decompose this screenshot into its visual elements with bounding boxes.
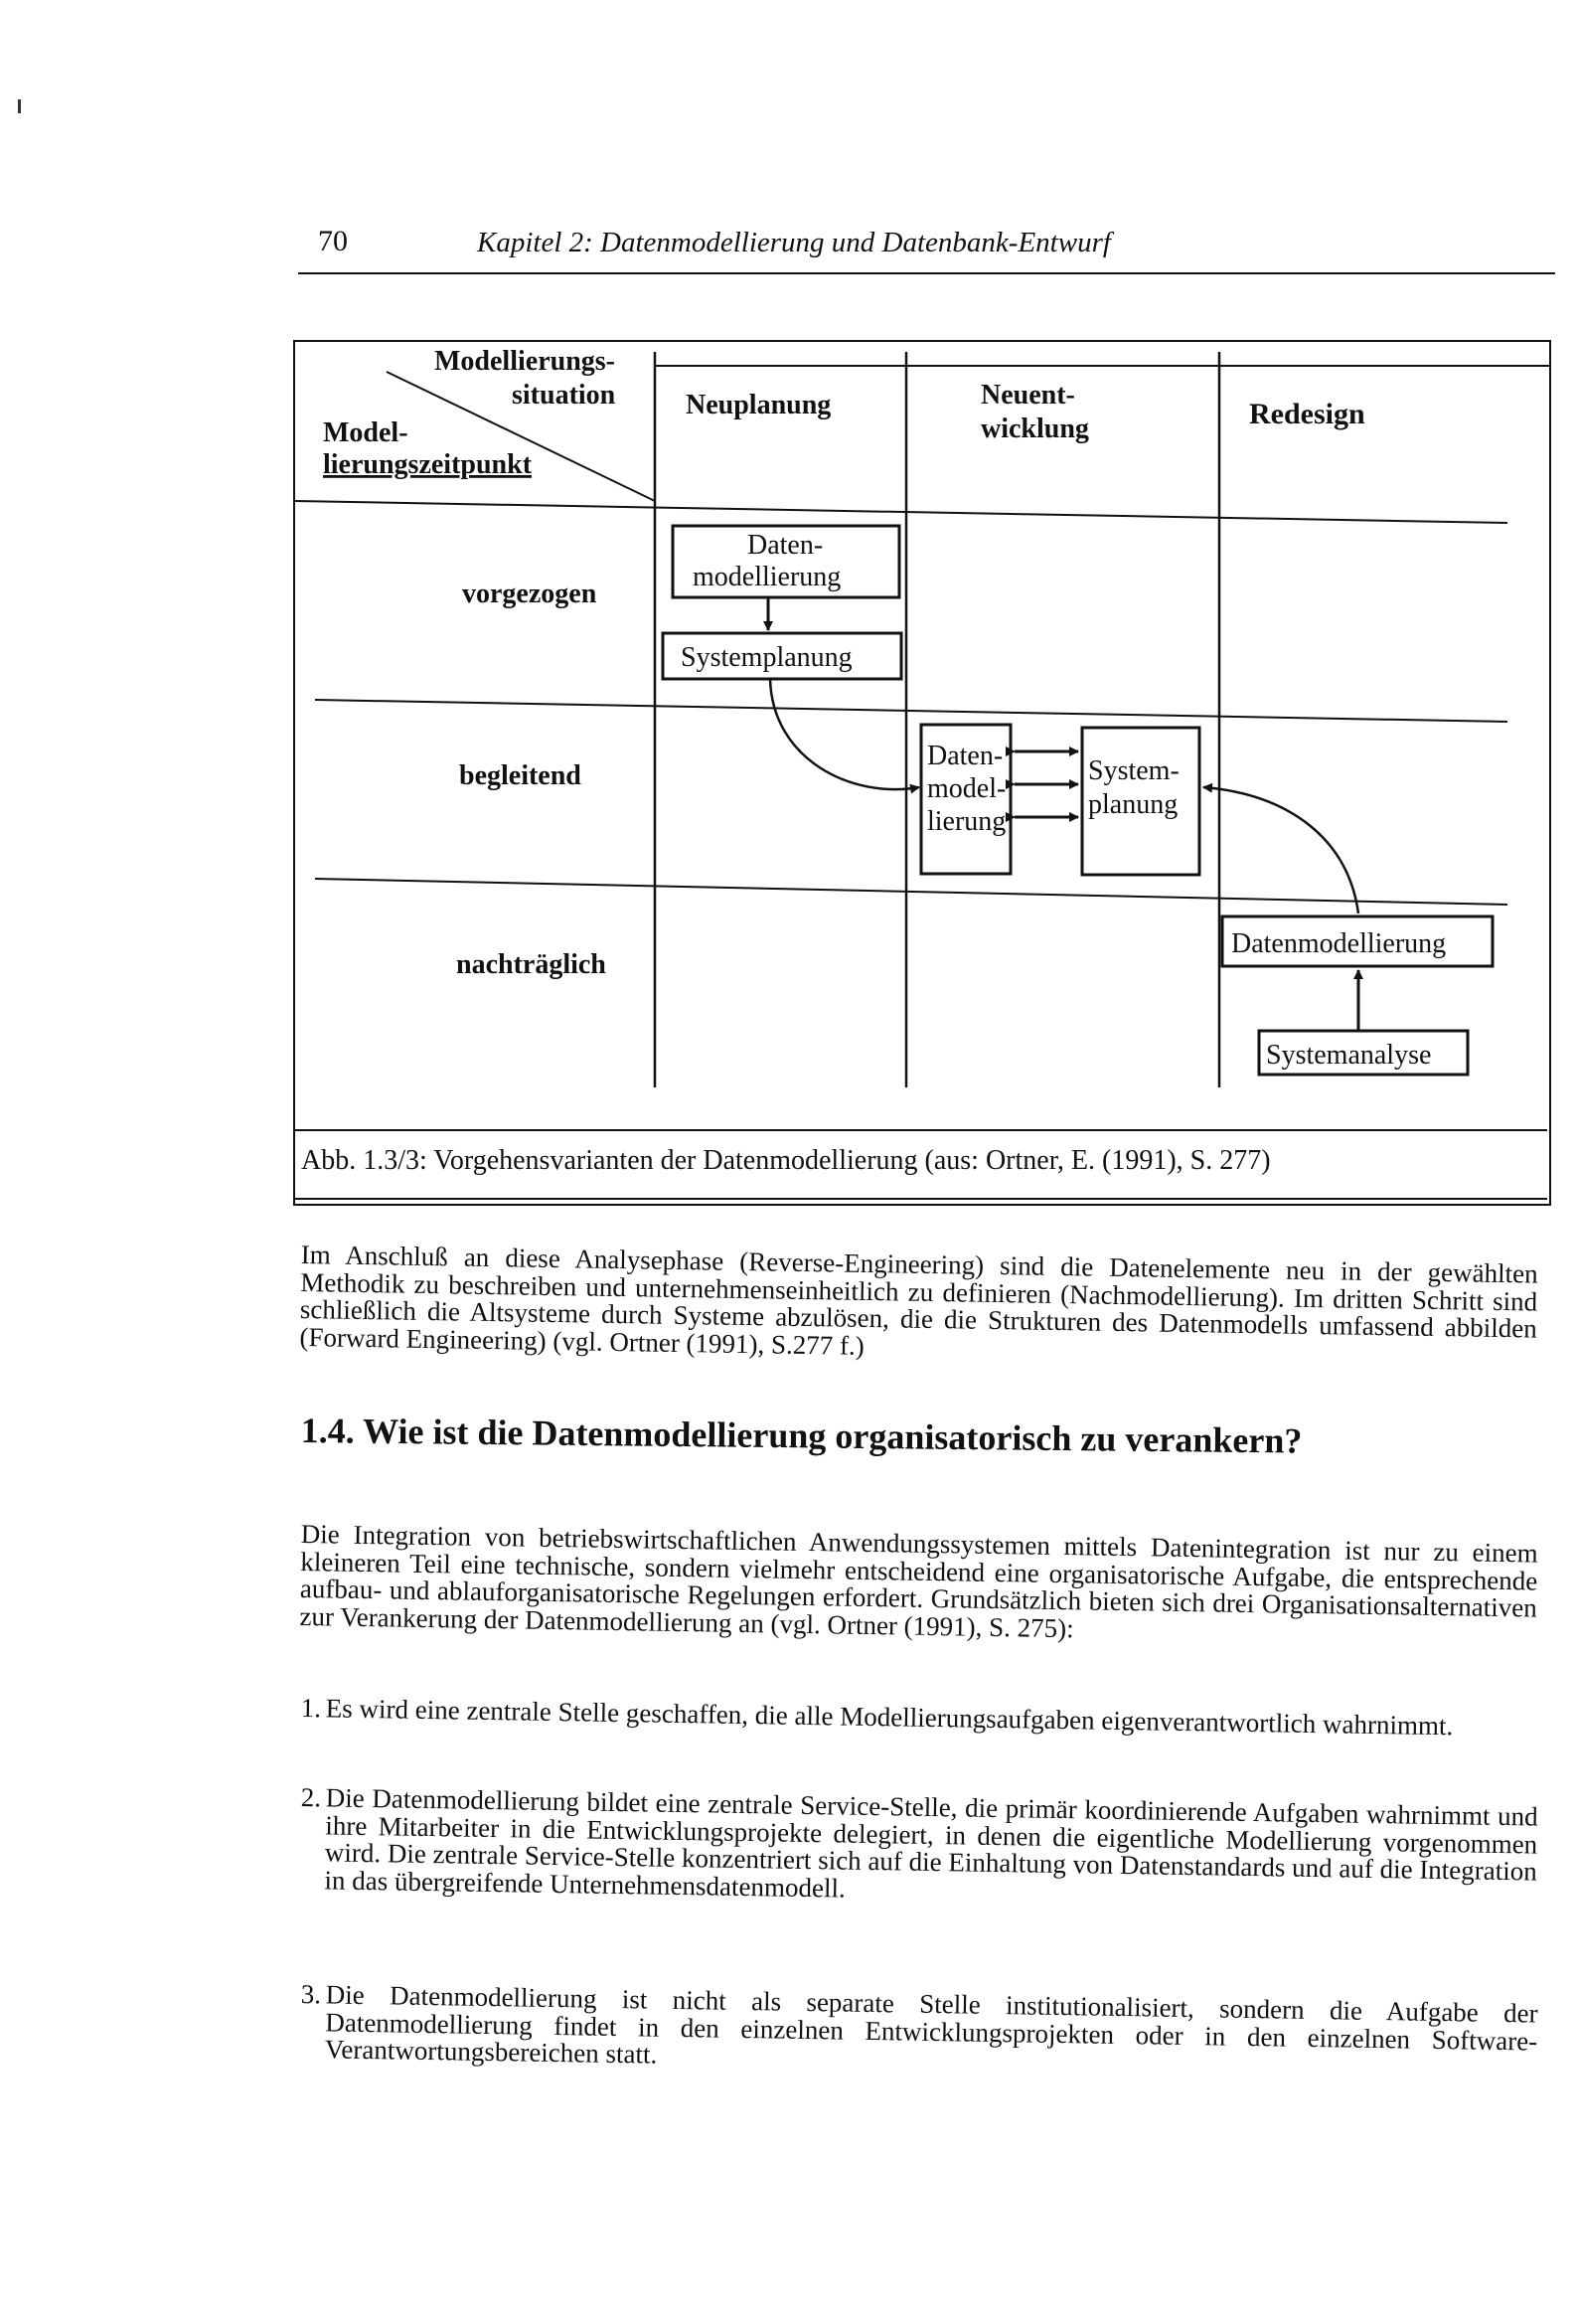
figure-diagram: [293, 340, 1551, 1206]
list-item-number: 2.: [300, 1782, 322, 1813]
column-header-neuentwicklung-2: wicklung: [981, 414, 1089, 444]
section-heading: 1.4. Wie ist die Datenmodellierung organisatorisch zu verankern?: [300, 1411, 1303, 1461]
grid-row-line-3: [315, 879, 1507, 905]
column-header-neuplanung: Neuplanung: [686, 390, 832, 420]
corner-label-situation-2: situation: [512, 380, 616, 411]
paragraph-integration: Die Integration von betriebswirtschaftlichen Anwendungssystemen mittels Datenintegration ist nur zu einem kleineren Teil eine technische, sondern vielmehr entscheidend eine organisatorische Aufgabe, die entsprechende aufbau- und ablauforganisatorische Regelungen erfordert. Grundsätzlich bieten sich drei Organisationsalternativen zur Verankerung der Datenmodellierung an (vgl. Ortner (1991), S. 275):: [299, 1519, 1538, 1643]
row-label-nachtraeglich: nachträglich: [456, 949, 606, 980]
list-item-text: Die Datenmodellierung ist nicht als separate Stelle institutionalisiert, sondern die Aufgabe der Datenmodellierung findet in den einzelnen Entwicklungsprojekten oder in den einzelnen Software-Verantwortungsbereichen statt.: [324, 1979, 1538, 2070]
box-begl-systemplanung-line2: planung: [1088, 789, 1179, 820]
list-item-text: Die Datenmodellierung bildet eine zentrale Service-Stelle, die primär koordinierende Aufgaben wahrnimmt und ihre Mitarbeiter in die Entwicklungsprojekte delegiert, in denen die eigentliche Modellierung vorgenommen wird. Die zentrale Service-Stelle konzentriert sich auf die Einhaltung von Datenstandards und auf die Integration in das übergreifende Unternehmensdatenmodell.: [324, 1782, 1538, 1904]
arrow-curve-nach-to-begl: [1203, 787, 1358, 913]
list-item: [301, 1695, 1538, 1742]
page-number: 70: [318, 225, 348, 257]
corner-label-situation: Modellierungs-: [434, 346, 615, 377]
list-item-number: 1.: [300, 1693, 322, 1724]
row-label-begleitend: begleitend: [459, 760, 581, 791]
arrow-curve-vorg-to-begl: [770, 679, 919, 789]
figure-caption-box: [293, 1129, 1547, 1200]
diagram-svg: [295, 342, 1549, 1137]
paragraph-reverse-engineering: Im Anschluß an diese Analysephase (Reverse-Engineering) sind die Datenelemente neu in der gewählten Methodik zu beschreiben und unternehmenseinheitlich zu definieren (Nachmodellierung). Im dritten Schritt sind schließlich die Altsysteme durch Systeme abzulösen, die die Strukturen des Datenmodells umfassend abbilden (Forward Engineering) (vgl. Ortner (1991), S.277 f.): [299, 1240, 1538, 1361]
corner-label-zeitpunkt: Model-: [323, 417, 408, 448]
box-vorg-datenmodellierung-line1: Daten-: [747, 530, 824, 561]
box-nach-datenmodellierung-label: Datenmodellierung: [1231, 928, 1447, 959]
list-item-text: Es wird eine zentrale Stelle geschaffen, die alle Modellierungsaufgaben eigenverantwortlich wahrnimmt.: [325, 1693, 1454, 1742]
running-title: Kapitel 2: Datenmodellierung und Datenbank-Entwurf: [477, 227, 1111, 258]
box-begl-datenmodellierung-line2: model-: [927, 773, 1007, 804]
box-vorg-datenmodellierung-line2: modellierung: [693, 562, 842, 592]
box-vorg-systemplanung-label: Systemplanung: [681, 642, 853, 673]
box-nach-systemanalyse-label: Systemanalyse: [1266, 1040, 1432, 1071]
box-begl-datenmodellierung-line1: Daten-: [927, 741, 1004, 771]
list-item: [299, 1784, 1538, 1913]
grid-row-line-1: [295, 501, 1507, 523]
column-header-redesign: Redesign: [1249, 398, 1365, 430]
box-begl-datenmodellierung-line3: lierung: [927, 806, 1007, 837]
figure-caption: Abb. 1.3/3: Vorgehensvarianten der Datenmodellierung (aus: Ortner, E. (1991), S. 277): [301, 1145, 1271, 1176]
row-label-vorgezogen: vorgezogen: [462, 579, 597, 609]
box-begl-systemplanung-line1: System-: [1088, 755, 1180, 786]
grid-row-line-2: [315, 700, 1507, 722]
scan-mark: [18, 99, 21, 113]
page-header: [298, 225, 1555, 274]
list-item: [300, 1981, 1538, 2082]
column-header-neuentwicklung: Neuent-: [981, 380, 1075, 411]
corner-label-zeitpunkt-2: lierungszeitpunkt: [323, 449, 533, 480]
list-item-number: 3.: [300, 1979, 322, 2010]
